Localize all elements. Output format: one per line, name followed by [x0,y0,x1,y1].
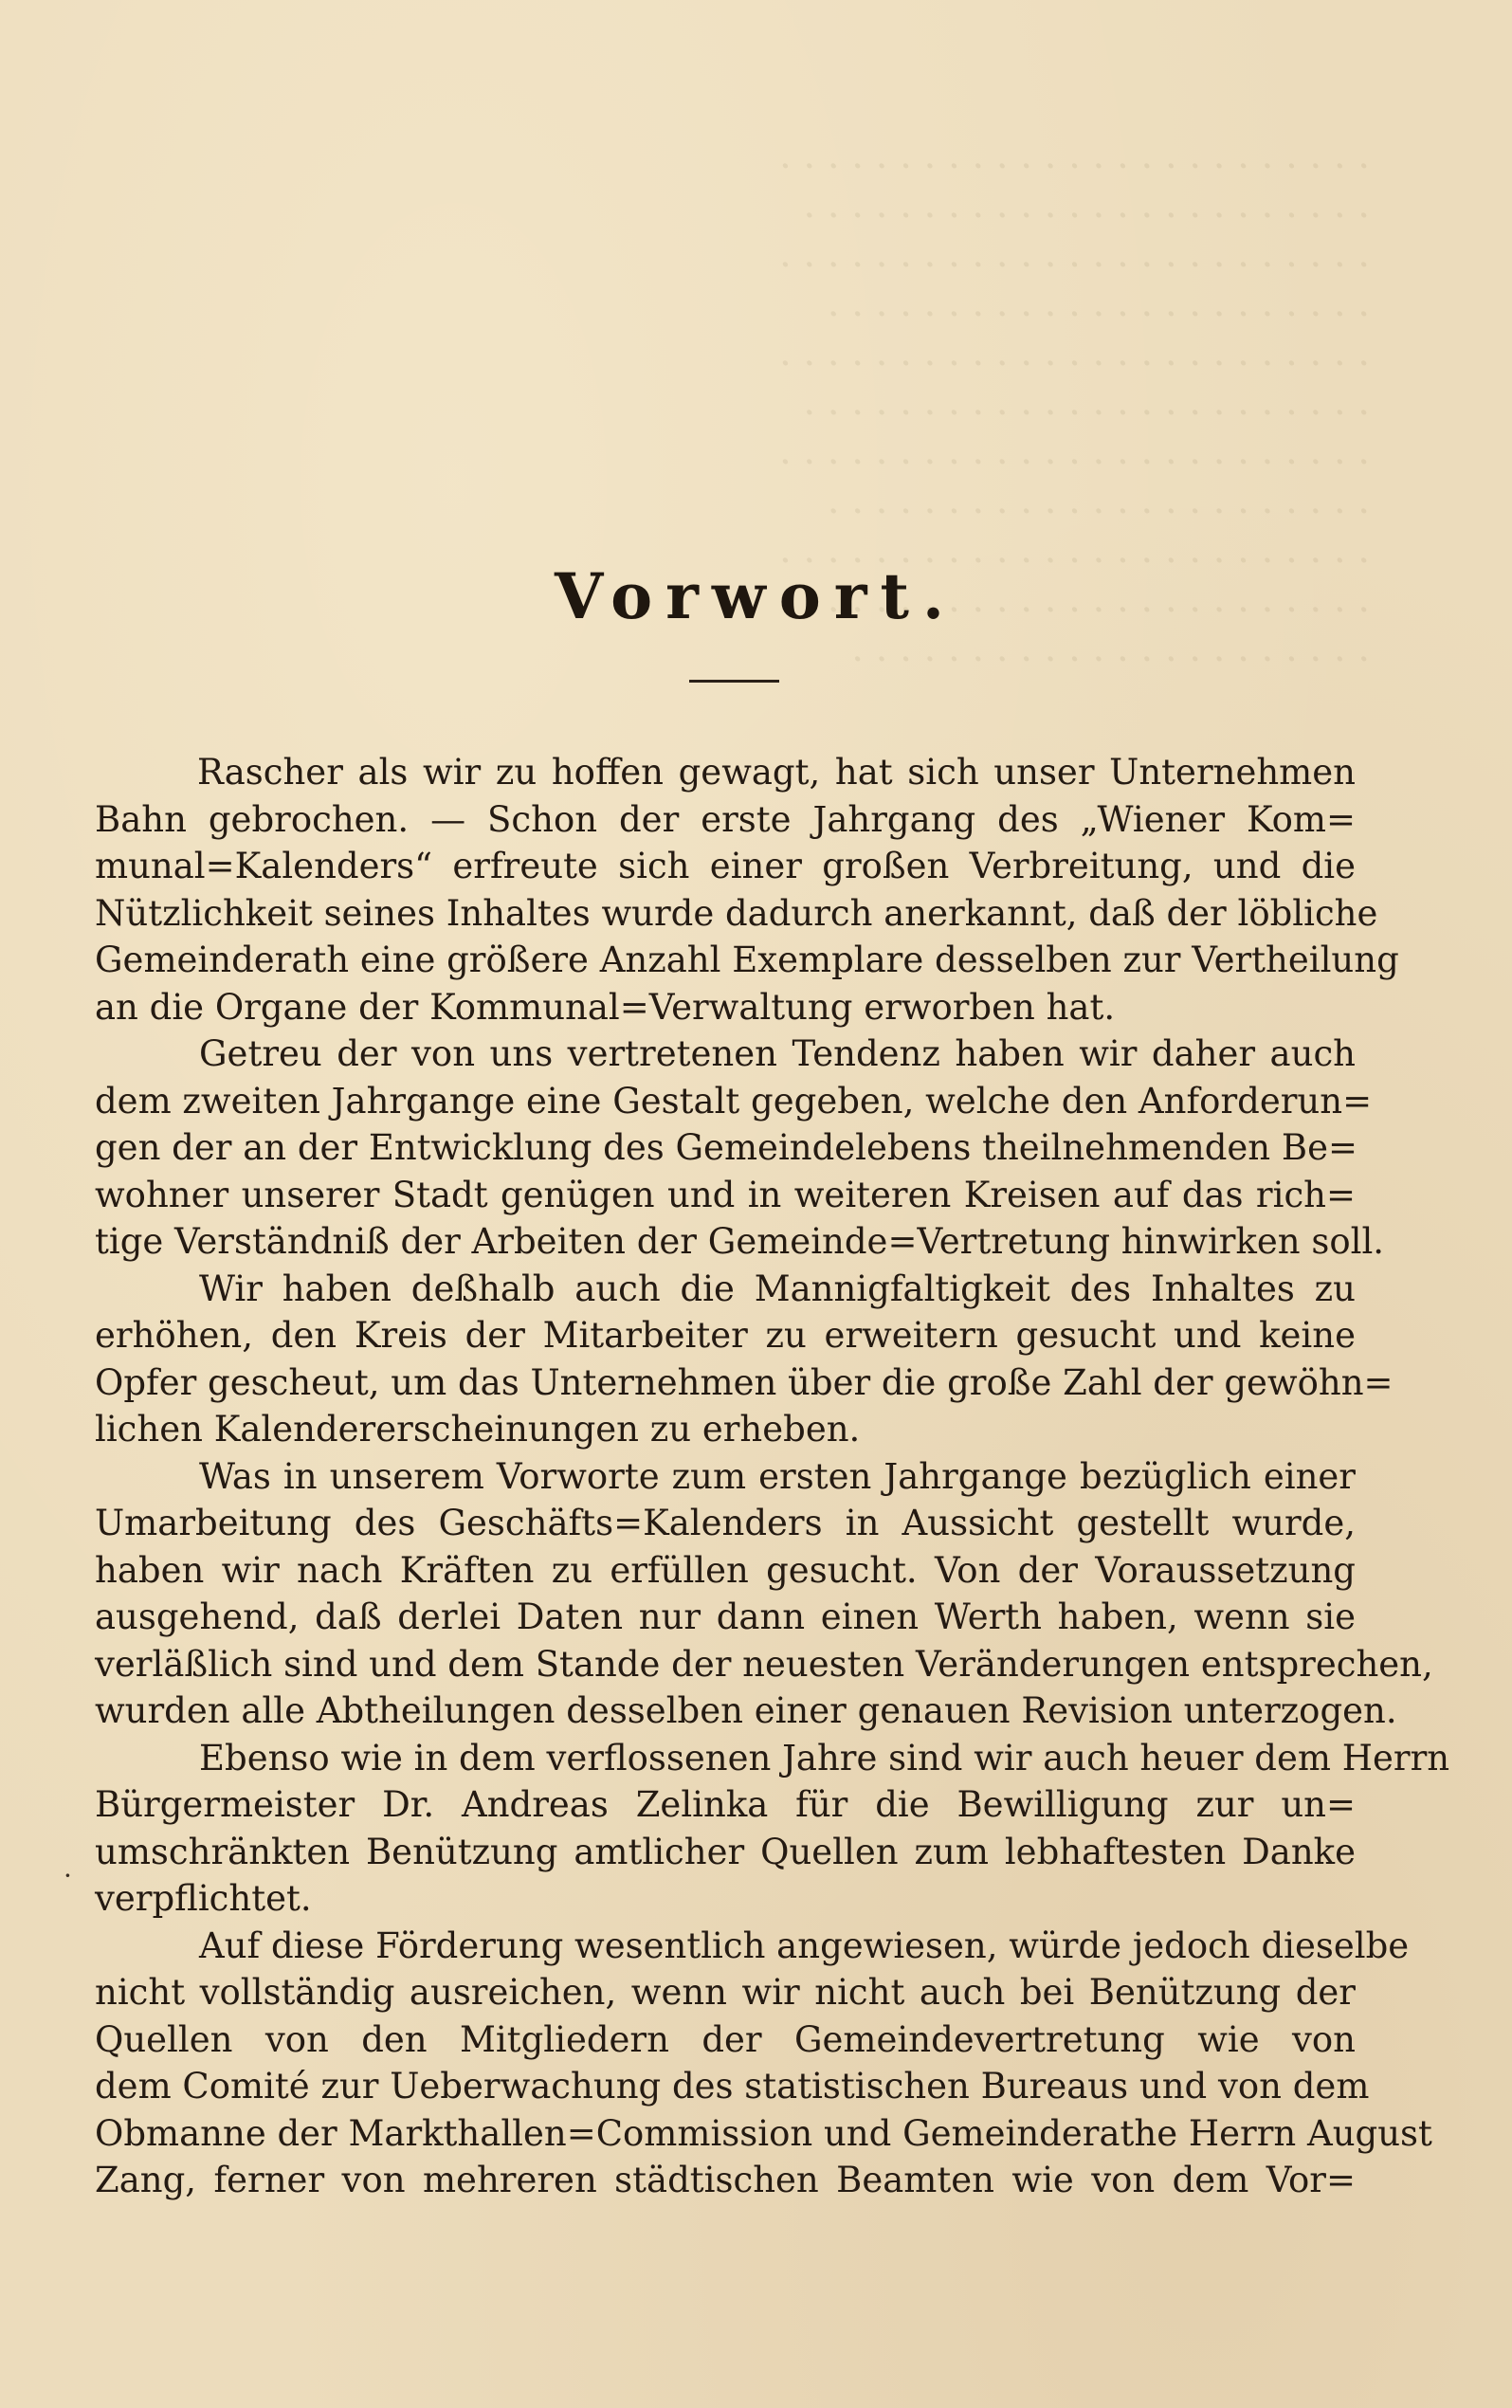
text-line: lichen Kalendererscheinungen zu erheben. [95,1409,861,1450]
text-line: verpflichtet. [95,1878,312,1919]
margin-mark: · [64,1860,72,1891]
text-line: an die Organe der Kommunal=Verwaltung erworben hat. [95,986,1116,1028]
text-line: Umarbeitung des Geschäfts=Kalenders in Aussicht gestellt wurde, [95,1503,1356,1543]
text-line: Getreu der von uns vertretenen Tendenz haben wir daher auch [199,1033,1356,1074]
text-line: ausgehend, daß derlei Daten nur dann einen Werth haben, wenn sie [95,1596,1356,1637]
page-title: Vorwort. [554,559,958,633]
text-line: Quellen von den Mitgliedern der Gemeindevertretung wie von [95,2018,1356,2060]
text-line: Rascher als wir zu hoffen gewagt, hat sich unser Unternehmen [197,752,1356,793]
text-line: verläßlich sind und dem Stande der neuesten Veränderungen entsprechen, [95,1643,1433,1685]
bleed-through-decoration: · · · · · · · · · · · · · · · · · · · · · · · · · · · · · · · · · · · · · · · · · · · · · · · · · · · · · · · · · · · · · · · · · · · · · · · · · · · · · · · · · · · · · · · · · · · · · · · · · · · · · · · · · · · · · · · · · · · · · · · · · · · · · · · · · · · · · · · · · · · · · · · · · · · · · · · · · · · · · · · · · · · · · · · · · · · · · · · · · · · · · · · · · · · · · · · · · · · · · · · · · · · · · · · · · · · · · · · · · · · · · · · · · · · · · · · · · · · · · · · · · · · · · · · · · · · · · · · · · · · · · · · · · [778,145,1370,682]
text-line: Zang, ferner von mehreren städtischen Beamten wie von dem Vor= [95,2160,1356,2200]
text-line: gen der an der Entwicklung des Gemeindelebens theilnehmenden Be= [95,1127,1357,1168]
preface-text [95,749,1450,2204]
text-line: haben wir nach Kräften zu erfüllen gesucht. Von der Voraussetzung [95,1549,1356,1591]
text-line: dem Comité zur Ueberwachung des statistischen Bureaus und von dem [95,2066,1370,2107]
text-line: Obmanne der Markthallen=Commission und Gemeinderathe Herrn August [95,2112,1432,2154]
text-line: dem zweiten Jahrgange eine Gestalt gegeben, welche den Anforderun= [95,1080,1373,1122]
text-line: Bahn gebrochen. — Schon der erste Jahrgang des „Wiener Kom= [95,798,1356,840]
title-divider [689,680,779,683]
text-line: Gemeinderath eine größere Anzahl Exemplare desselben zur Vertheilung [95,939,1399,980]
text-line: wohner unserer Stadt genügen und in weiteren Kreisen auf das rich= [95,1174,1356,1215]
text-line: tige Verständniß der Arbeiten der Gemeinde=Vertretung hinwirken soll. [95,1221,1385,1262]
text-line: Bürgermeister Dr. Andreas Zelinka für die Bewilligung zur un= [95,1784,1356,1825]
text-line: umschränkten Benützung amtlicher Quellen zum lebhaftesten Danke [95,1831,1356,1872]
text-line: erhöhen, den Kreis der Mitarbeiter zu erweitern gesucht und keine [95,1315,1356,1356]
text-line: wurden alle Abtheilungen desselben einer genauen Revision unterzogen. [95,1690,1397,1731]
text-line: Ebenso wie in dem verflossenen Jahre sind wir auch heuer dem Herrn [199,1737,1450,1779]
text-line: Wir haben deßhalb auch die Mannigfaltigkeit des Inhaltes zu [199,1268,1356,1309]
text-line: Nützlichkeit seines Inhaltes wurde dadurch anerkannt, daß der löbliche [95,892,1378,934]
text-line: nicht vollständig ausreichen, wenn wir nicht auch bei Benützung der [95,1972,1356,2013]
text-line: munal=Kalenders“ erfreute sich einer großen Verbreitung, und die [95,846,1356,886]
text-line: Opfer gescheut, um das Unternehmen über die große Zahl der gewöhn= [95,1361,1394,1403]
text-line: Was in unserem Vorworte zum ersten Jahrgange bezüglich einer [199,1455,1356,1497]
text-line: Auf diese Förderung wesentlich angewiesen, würde jedoch dieselbe [199,1925,1410,1966]
